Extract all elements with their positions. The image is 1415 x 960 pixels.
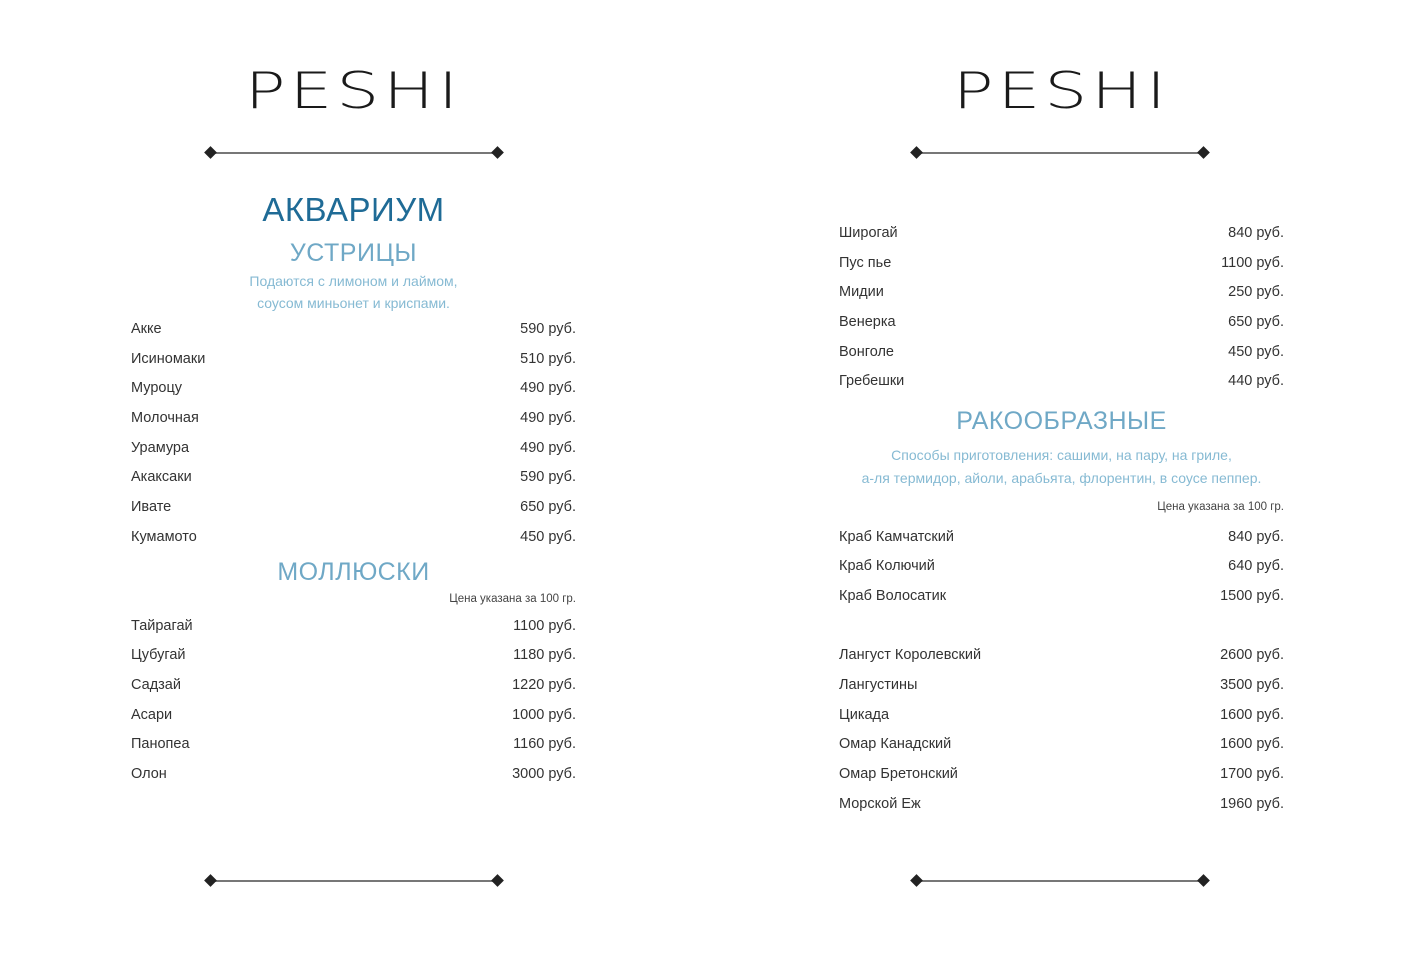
item-price: 840 руб. — [1228, 529, 1284, 545]
item-price: 1600 руб. — [1220, 707, 1284, 723]
ornament-divider — [912, 876, 1208, 886]
logo: PESHI — [244, 62, 463, 120]
item-price: 1100 руб. — [513, 618, 576, 634]
item-price: 440 руб. — [1228, 373, 1284, 389]
menu-item — [839, 764, 1284, 784]
item-price: 490 руб. — [520, 440, 576, 456]
item-price: 1220 руб. — [512, 677, 576, 693]
item-price: 1000 руб. — [512, 707, 576, 723]
menu-item — [131, 527, 576, 547]
divider-line — [917, 880, 1203, 882]
diamond-icon — [204, 146, 217, 159]
item-name: Цубугай — [131, 647, 186, 663]
menu-item — [839, 734, 1284, 754]
menu-page-left — [131, 0, 576, 960]
divider-line — [917, 152, 1203, 154]
price-note: Цена указана за 100 гр. — [1157, 501, 1284, 513]
item-name: Урамура — [131, 440, 190, 456]
item-price: 1500 руб. — [1220, 588, 1284, 604]
diamond-icon — [1197, 146, 1210, 159]
item-price: 1960 руб. — [1220, 796, 1284, 812]
menu-item — [131, 467, 576, 487]
item-name: Пус пье — [839, 255, 892, 271]
item-price: 510 руб. — [520, 351, 576, 367]
item-name: Лангуст Королевский — [839, 647, 982, 663]
item-price: 1700 руб. — [1220, 766, 1284, 782]
price-note: Цена указана за 100 гр. — [449, 593, 576, 605]
item-price: 1160 руб. — [513, 736, 576, 752]
item-name: Молочная — [131, 410, 199, 426]
menu-item — [839, 675, 1284, 695]
item-name: Краб Волосатик — [839, 588, 947, 604]
menu-item — [131, 734, 576, 754]
diamond-icon — [1197, 874, 1210, 887]
item-price: 250 руб. — [1228, 284, 1284, 300]
oysters-description-line2: соусом миньонет и криспами. — [257, 295, 450, 311]
item-price: 1600 руб. — [1220, 736, 1284, 752]
item-price: 490 руб. — [520, 380, 576, 396]
item-name: Исиномаки — [131, 351, 206, 367]
crustaceans-description-line2: а-ля термидор, айоли, арабьята, флорентин, в соусе пеппер. — [861, 470, 1262, 486]
menu-item — [839, 223, 1284, 243]
menu-item — [131, 616, 576, 636]
menu-item — [839, 342, 1284, 362]
diamond-icon — [491, 874, 504, 887]
menu-page-right — [839, 0, 1284, 960]
item-name: Ивате — [131, 499, 172, 515]
item-price: 640 руб. — [1228, 558, 1284, 574]
item-price: 650 руб. — [520, 499, 576, 515]
subsection-title-crustaceans: РАКООБРАЗНЫЕ — [956, 407, 1167, 435]
item-price: 840 руб. — [1228, 225, 1284, 241]
item-name: Акаксаки — [131, 469, 192, 485]
menu-item — [839, 645, 1284, 665]
diamond-icon — [204, 874, 217, 887]
item-name: Мидии — [839, 284, 884, 300]
item-name: Цикада — [839, 707, 890, 723]
item-name: Краб Колючий — [839, 558, 935, 574]
ornament-divider — [206, 876, 502, 886]
menu-item — [839, 312, 1284, 332]
subsection-title-mollusks: МОЛЛЮСКИ — [277, 558, 430, 586]
item-price: 1100 руб. — [1221, 255, 1284, 271]
section-title-aquarium: АКВАРИУМ — [262, 191, 445, 228]
ornament-divider — [912, 148, 1208, 158]
item-name: Лангустины — [839, 677, 918, 693]
item-name: Асари — [131, 707, 173, 723]
item-name: Вонголе — [839, 344, 894, 360]
item-name: Кумамото — [131, 529, 197, 545]
menu-item — [131, 675, 576, 695]
ornament-divider — [206, 148, 502, 158]
menu-item — [839, 282, 1284, 302]
item-name: Краб Камчатский — [839, 529, 954, 545]
item-price: 590 руб. — [520, 321, 576, 337]
item-name: Омар Бретонский — [839, 766, 958, 782]
item-name: Панопеа — [131, 736, 190, 752]
menu-item — [131, 645, 576, 665]
item-name: Акке — [131, 321, 162, 337]
diamond-icon — [910, 146, 923, 159]
item-price: 450 руб. — [1228, 344, 1284, 360]
divider-line — [211, 152, 497, 154]
item-name: Муроцу — [131, 380, 183, 396]
item-price: 490 руб. — [520, 410, 576, 426]
menu-item — [839, 253, 1284, 273]
menu-item — [839, 371, 1284, 391]
menu-item — [131, 319, 576, 339]
oysters-description-line1: Подаются с лимоном и лаймом, — [249, 273, 458, 289]
menu-item — [839, 556, 1284, 576]
crustaceans-description-line1: Способы приготовления: сашими, на пару, на гриле, — [891, 447, 1232, 463]
diamond-icon — [910, 874, 923, 887]
divider-line — [211, 880, 497, 882]
menu-item — [131, 705, 576, 725]
item-price: 590 руб. — [520, 469, 576, 485]
logo: PESHI — [952, 62, 1171, 120]
item-price: 1180 руб. — [513, 647, 576, 663]
menu-item — [839, 794, 1284, 814]
diamond-icon — [491, 146, 504, 159]
item-name: Тайрагай — [131, 618, 193, 634]
menu-item — [131, 438, 576, 458]
menu-item — [131, 378, 576, 398]
menu-item — [131, 764, 576, 784]
item-name: Гребешки — [839, 373, 905, 389]
item-name: Садзай — [131, 677, 181, 693]
menu-item — [131, 497, 576, 517]
item-price: 650 руб. — [1228, 314, 1284, 330]
item-name: Широгай — [839, 225, 898, 241]
item-name: Олон — [131, 766, 167, 782]
item-name: Омар Канадский — [839, 736, 952, 752]
item-name: Венерка — [839, 314, 896, 330]
item-price: 3000 руб. — [512, 766, 576, 782]
menu-item — [131, 408, 576, 428]
item-price: 2600 руб. — [1220, 647, 1284, 663]
item-price: 450 руб. — [520, 529, 576, 545]
menu-item — [839, 586, 1284, 606]
subsection-title-oysters: УСТРИЦЫ — [289, 239, 418, 267]
item-name: Морской Еж — [839, 796, 921, 812]
menu-item — [839, 705, 1284, 725]
menu-item — [131, 349, 576, 369]
menu-item — [839, 527, 1284, 547]
item-price: 3500 руб. — [1220, 677, 1284, 693]
